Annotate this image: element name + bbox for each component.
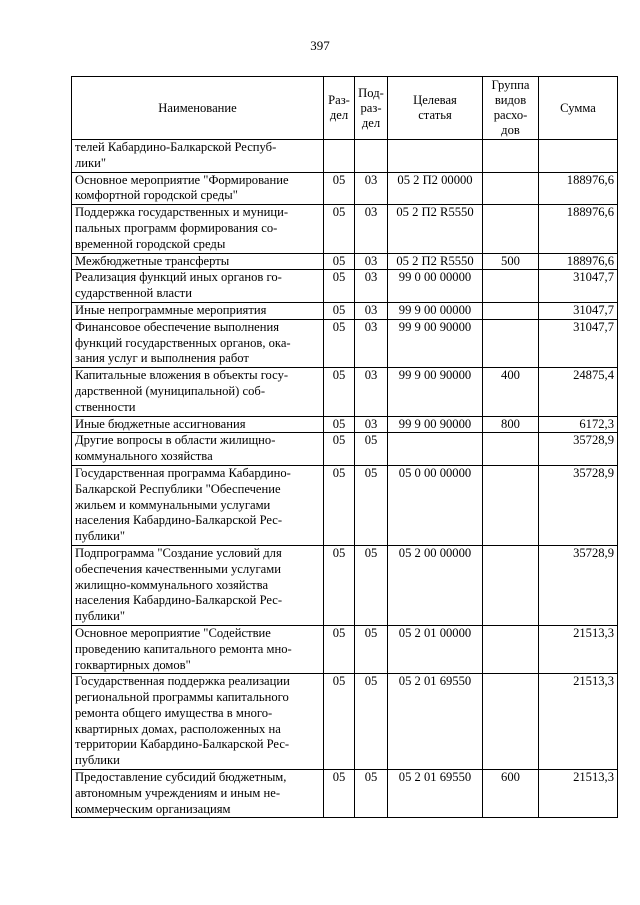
header-target-article: Целевая статья [388,77,483,140]
table-row [72,302,618,319]
row-subsection-cell: 05 [355,545,388,625]
table-row [72,253,618,270]
table-row [72,319,618,367]
row-name-cell: Иные бюджетные ассигнования [72,416,324,433]
row-name-cell: Основное мероприятие "Содействие проведению капитального ремонта мно- гоквартирных домов" [72,625,324,673]
row-name-cell: Финансовое обеспечение выполнения функций государственных органов, ока- зания услуг и выполнения работ [72,319,324,367]
row-section-cell: 05 [324,172,355,205]
row-subsection-cell: 05 [355,625,388,673]
row-subsection-cell: 03 [355,253,388,270]
row-subsection-cell: 05 [355,770,388,818]
row-group-cell [483,140,539,173]
row-subsection-cell: 05 [355,465,388,545]
row-article-cell: 99 9 00 90000 [388,416,483,433]
row-section-cell: 05 [324,368,355,416]
header-section: Раз- дел [324,77,355,140]
table-row [72,140,618,173]
row-group-cell: 800 [483,416,539,433]
row-subsection-cell: 05 [355,674,388,770]
row-subsection-cell [355,140,388,173]
row-group-cell [483,433,539,466]
row-amount-cell: 21513,3 [539,625,618,673]
row-group-cell [483,302,539,319]
table-row [72,172,618,205]
row-name-cell: Предоставление субсидий бюджетным, автономным учреждениям и иным не- коммерческим организациям [72,770,324,818]
table-row [72,674,618,770]
row-amount-cell [539,140,618,173]
row-amount-cell: 35728,9 [539,433,618,466]
table-row [72,770,618,818]
row-name-cell: Государственная программа Кабардино- Балкарской Республики "Обеспечение жильем и коммунальными услугами населения Кабардино-Балкарской Рес- публики" [72,465,324,545]
row-article-cell: 05 2 01 69550 [388,674,483,770]
row-article-cell: 05 2 П2 00000 [388,172,483,205]
table-row [72,465,618,545]
row-section-cell: 05 [324,302,355,319]
row-name-cell: Межбюджетные трансферты [72,253,324,270]
row-group-cell [483,625,539,673]
row-section-cell: 05 [324,416,355,433]
row-name-cell: Основное мероприятие "Формирование комфортной городской среды" [72,172,324,205]
table-row [72,433,618,466]
header-subsection: Под- раз- дел [355,77,388,140]
table-row [72,545,618,625]
header-amount: Сумма [539,77,618,140]
row-group-cell [483,674,539,770]
row-article-cell: 05 2 01 69550 [388,770,483,818]
row-group-cell [483,172,539,205]
row-section-cell [324,140,355,173]
row-section-cell: 05 [324,625,355,673]
row-subsection-cell: 03 [355,416,388,433]
table-row [72,270,618,303]
row-amount-cell: 188976,6 [539,172,618,205]
row-section-cell: 05 [324,253,355,270]
row-article-cell: 05 2 00 00000 [388,545,483,625]
header-name: Наименование [72,77,324,140]
row-article-cell: 05 0 00 00000 [388,465,483,545]
row-section-cell: 05 [324,545,355,625]
row-section-cell: 05 [324,770,355,818]
row-group-cell [483,270,539,303]
row-group-cell: 400 [483,368,539,416]
row-article-cell: 05 2 01 00000 [388,625,483,673]
table-row [72,416,618,433]
row-subsection-cell: 03 [355,270,388,303]
header-expense-group: Группа видов расхо- дов [483,77,539,140]
row-group-cell: 600 [483,770,539,818]
row-amount-cell: 188976,6 [539,205,618,253]
table-header-row [72,77,618,140]
row-name-cell: Капитальные вложения в объекты госу- дарственной (муниципальной) соб- ственности [72,368,324,416]
table-row [72,205,618,253]
row-name-cell: Государственная поддержка реализации региональной программы капитального ремонта общего имущества в много- квартирных домах, расположенных на территории Кабардино-Балкарской Рес- публики [72,674,324,770]
row-subsection-cell: 03 [355,302,388,319]
row-subsection-cell: 03 [355,205,388,253]
row-name-cell: телей Кабардино-Балкарской Респуб- лики" [72,140,324,173]
row-section-cell: 05 [324,433,355,466]
row-amount-cell: 31047,7 [539,302,618,319]
table-row [72,368,618,416]
row-group-cell [483,319,539,367]
row-group-cell [483,465,539,545]
row-article-cell [388,140,483,173]
row-name-cell: Поддержка государственных и муници- пальных программ формирования со- временной городской среды [72,205,324,253]
row-article-cell [388,433,483,466]
row-subsection-cell: 03 [355,172,388,205]
row-article-cell: 05 2 П2 R5550 [388,253,483,270]
row-name-cell: Реализация функций иных органов го- сударственной власти [72,270,324,303]
row-amount-cell: 31047,7 [539,319,618,367]
budget-table [71,76,618,818]
row-article-cell: 99 9 00 90000 [388,368,483,416]
row-article-cell: 05 2 П2 R5550 [388,205,483,253]
row-amount-cell: 35728,9 [539,465,618,545]
row-amount-cell: 31047,7 [539,270,618,303]
row-group-cell: 500 [483,253,539,270]
row-section-cell: 05 [324,674,355,770]
row-amount-cell: 21513,3 [539,674,618,770]
row-amount-cell: 188976,6 [539,253,618,270]
row-amount-cell: 24875,4 [539,368,618,416]
row-amount-cell: 35728,9 [539,545,618,625]
row-section-cell: 05 [324,270,355,303]
row-section-cell: 05 [324,465,355,545]
row-name-cell: Иные непрограммные мероприятия [72,302,324,319]
row-group-cell [483,545,539,625]
row-article-cell: 99 0 00 00000 [388,270,483,303]
row-group-cell [483,205,539,253]
row-subsection-cell: 03 [355,319,388,367]
row-subsection-cell: 05 [355,433,388,466]
row-article-cell: 99 9 00 90000 [388,319,483,367]
row-name-cell: Подпрограмма "Создание условий для обеспечения качественными услугами жилищно-коммунального хозяйства населения Кабардино-Балкарской Рес- публики" [72,545,324,625]
row-amount-cell: 21513,3 [539,770,618,818]
table-row [72,625,618,673]
row-section-cell: 05 [324,319,355,367]
row-subsection-cell: 03 [355,368,388,416]
row-article-cell: 99 9 00 00000 [388,302,483,319]
page-number: 397 [310,38,330,53]
row-section-cell: 05 [324,205,355,253]
row-name-cell: Другие вопросы в области жилищно- коммунального хозяйства [72,433,324,466]
row-amount-cell: 6172,3 [539,416,618,433]
